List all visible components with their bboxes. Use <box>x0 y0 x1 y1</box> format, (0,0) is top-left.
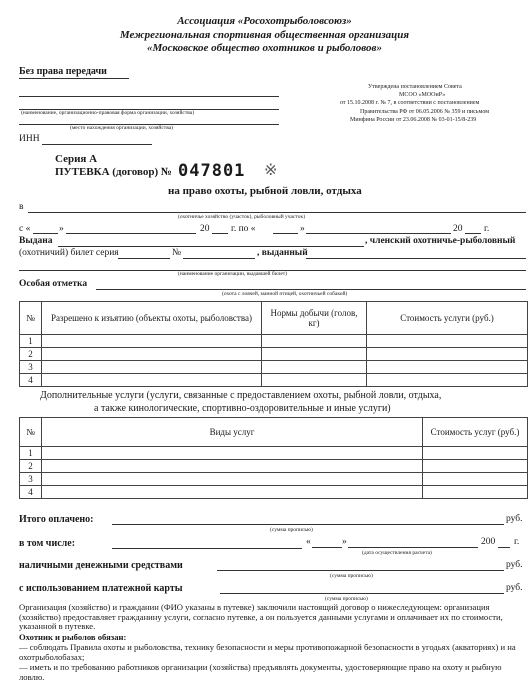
cash-line[interactable] <box>217 570 504 571</box>
no-transfer-label: Без права передачи <box>19 66 107 77</box>
table-row <box>20 486 528 499</box>
including-line[interactable] <box>112 548 302 549</box>
date-q1: « <box>306 537 311 547</box>
location-hint: (место нахождения организации, хозяйства) <box>70 125 174 131</box>
org-line-1[interactable] <box>19 96 279 97</box>
row-number: 4 <box>20 486 42 499</box>
ticket-issued-label: , выданный <box>257 248 308 258</box>
sum-hint-1: (сумма прописью) <box>270 527 313 533</box>
date-hint: (дата осуществления расчета) <box>362 550 432 556</box>
object-cell[interactable] <box>42 374 262 387</box>
approval-line1: Утверждена постановлением Совета <box>368 84 462 90</box>
row-number: 3 <box>20 473 42 486</box>
issued-to-line[interactable] <box>58 246 364 247</box>
approval-line5: Минфина России от 23.06.2008 № 03-01-15/8-239 <box>350 117 477 123</box>
inn-label: ИНН <box>19 134 40 144</box>
including-label: в том числе: <box>19 538 76 549</box>
contract-paragraph: Организация (хозяйство) и гражданин (ФИО указаны в путевке) заключили настоящий договор о нижеследующем: организация (хозяйство) предоставляет гражданину услуги, согласно путевке, а он пользуется данными услугами и оплачивает их по стоимости, указанной в путевке. <box>19 602 503 632</box>
sum-hint-2: (сумма прописью) <box>330 573 373 579</box>
total-paid-line[interactable] <box>112 524 504 525</box>
cost-cell[interactable] <box>367 335 528 348</box>
rub-2: руб. <box>506 560 523 570</box>
special-mark-hint: (охота с ловчей, манной птицей, охотничьей собакой) <box>222 291 348 297</box>
row-number: 2 <box>20 348 42 361</box>
duties-title: Охотник и рыболов обязан: <box>19 632 127 642</box>
organization-name: «Московское общество охотников и рыболовов» <box>147 42 382 54</box>
issued-label: Выдана <box>19 236 53 246</box>
issuing-org-hint: (наименование организации, выдавшей билет) <box>178 271 288 277</box>
rub-1: руб. <box>506 514 523 524</box>
row-number: 1 <box>20 447 42 460</box>
table-row <box>20 447 528 460</box>
from-month[interactable] <box>66 233 196 234</box>
voucher-subtitle: на право охоты, рыбной ловли, отдыха <box>168 185 362 197</box>
voucher-number: 047801 <box>178 161 246 181</box>
object-cell[interactable] <box>42 348 262 361</box>
date-year: 200 <box>481 537 496 547</box>
service-cost-cell[interactable] <box>423 486 528 499</box>
ticket-series-line[interactable] <box>118 258 170 259</box>
col-num-header: № <box>20 418 42 447</box>
norm-cell[interactable] <box>262 348 367 361</box>
allowed-table <box>19 301 528 387</box>
norm-cell[interactable] <box>262 374 367 387</box>
extra-services-title-1: Дополнительные услуги (услуги, связанные с предоставлением охоты, рыбной ловли, отдыха, <box>40 390 442 401</box>
table-row <box>20 361 528 374</box>
hunting-area-line[interactable] <box>28 212 526 213</box>
card-label: с использованием платежной карты <box>19 583 183 594</box>
object-cell[interactable] <box>42 361 262 374</box>
from-year[interactable] <box>212 233 228 234</box>
total-paid-label: Итого оплачено: <box>19 514 94 525</box>
service-cost-cell[interactable] <box>423 460 528 473</box>
service-cell[interactable] <box>42 473 423 486</box>
duty-2: — иметь и по требованию работников организации (хозяйства) предъявлять документы, удостоверяющие право на охоту и рыбную ловлю. <box>19 663 502 682</box>
cost-cell[interactable] <box>367 361 528 374</box>
date-year-line[interactable] <box>498 547 510 548</box>
table-row <box>20 473 528 486</box>
ticket-issued-line[interactable] <box>306 258 526 259</box>
row-number: 3 <box>20 361 42 374</box>
service-cell[interactable] <box>42 447 423 460</box>
hunting-area-hint: (охотничье хозяйство (участок), рыболовный участок) <box>178 214 306 220</box>
col-services-cost-header: Стоимость услуг (руб.) <box>423 418 528 447</box>
date-day[interactable] <box>312 547 342 548</box>
table-row <box>20 374 528 387</box>
to-year[interactable] <box>465 233 481 234</box>
ticket-number-line[interactable] <box>183 258 255 259</box>
card-line[interactable] <box>220 593 504 594</box>
service-cost-cell[interactable] <box>423 447 528 460</box>
period-from: с « <box>19 224 31 234</box>
service-cell[interactable] <box>42 486 423 499</box>
voucher-label: ПУТЕВКА (договор) № <box>55 166 172 178</box>
organization-type: Межрегиональная спортивная общественная организация <box>119 29 410 41</box>
ticket-label: (охотничий) билет серия <box>19 248 119 258</box>
service-cell[interactable] <box>42 460 423 473</box>
period-q1: » <box>59 224 64 234</box>
member-card-label: , членский охотничье-рыболовный <box>365 236 516 246</box>
row-number: 4 <box>20 374 42 387</box>
special-mark-label: Особая отметка <box>19 279 88 289</box>
approval-line3: от 15.10.2008 г. № 7, в соответствии с постановлением <box>340 100 480 106</box>
ticket-no: № <box>172 248 182 258</box>
series-label: Серия А <box>55 153 98 165</box>
cost-cell[interactable] <box>367 374 528 387</box>
norm-cell[interactable] <box>262 361 367 374</box>
association-title: Ассоциация «Росохотрыболовсоюз» <box>177 15 352 27</box>
in-label: в <box>19 202 24 212</box>
col-num-header: № <box>20 302 42 335</box>
table-row <box>20 335 528 348</box>
stamp-mark: ※ <box>264 162 278 179</box>
sum-hint-3: (сумма прописью) <box>325 596 368 602</box>
col-norms-header: Нормы добычи (голов, кг) <box>262 302 367 335</box>
to-day[interactable] <box>273 233 298 234</box>
rub-3: руб. <box>506 583 523 593</box>
special-mark-line[interactable] <box>96 289 526 290</box>
period-q2: » <box>300 224 305 234</box>
table-row <box>20 460 528 473</box>
extra-services-table <box>19 417 528 499</box>
period-g: г. <box>484 224 490 234</box>
row-number: 1 <box>20 335 42 348</box>
row-number: 2 <box>20 460 42 473</box>
date-g: г. <box>514 537 520 547</box>
date-q2: » <box>342 537 347 547</box>
duty-1: — соблюдать Правила охоты и рыболовства, технику безопасности и меры противопожарной безопасности в угодьях (акваториях) и на охотрыболобазах; <box>19 642 516 662</box>
approval-line4: Правительства РФ от 06.05.2006 № 359 и письмом <box>360 109 490 115</box>
cash-label: наличными денежными средствами <box>19 560 183 571</box>
table-row <box>20 348 528 361</box>
to-month[interactable] <box>306 233 451 234</box>
period-year2: 20 <box>453 224 463 234</box>
period-by: г. по « <box>231 224 256 234</box>
period-year1: 20 <box>200 224 210 234</box>
col-objects-header: Разрешено к изъятию (объекты охоты, рыболовства) <box>42 302 262 335</box>
norm-cell[interactable] <box>262 335 367 348</box>
from-day[interactable] <box>33 233 58 234</box>
object-cell[interactable] <box>42 335 262 348</box>
inn-line[interactable] <box>42 144 152 145</box>
col-services-header: Виды услуг <box>42 418 423 447</box>
cost-cell[interactable] <box>367 348 528 361</box>
col-cost-header: Стоимость услуги (руб.) <box>367 302 528 335</box>
service-cost-cell[interactable] <box>423 473 528 486</box>
extra-services-title-2: а также кинологические, спортивно-оздоровительные и иные услуги) <box>94 403 391 414</box>
date-month[interactable] <box>348 547 478 548</box>
approval-line2: МСОО «МООиР» <box>399 92 446 98</box>
org-hint: (наименование, организационно-правовая форма организации, хозяйства) <box>21 110 195 116</box>
